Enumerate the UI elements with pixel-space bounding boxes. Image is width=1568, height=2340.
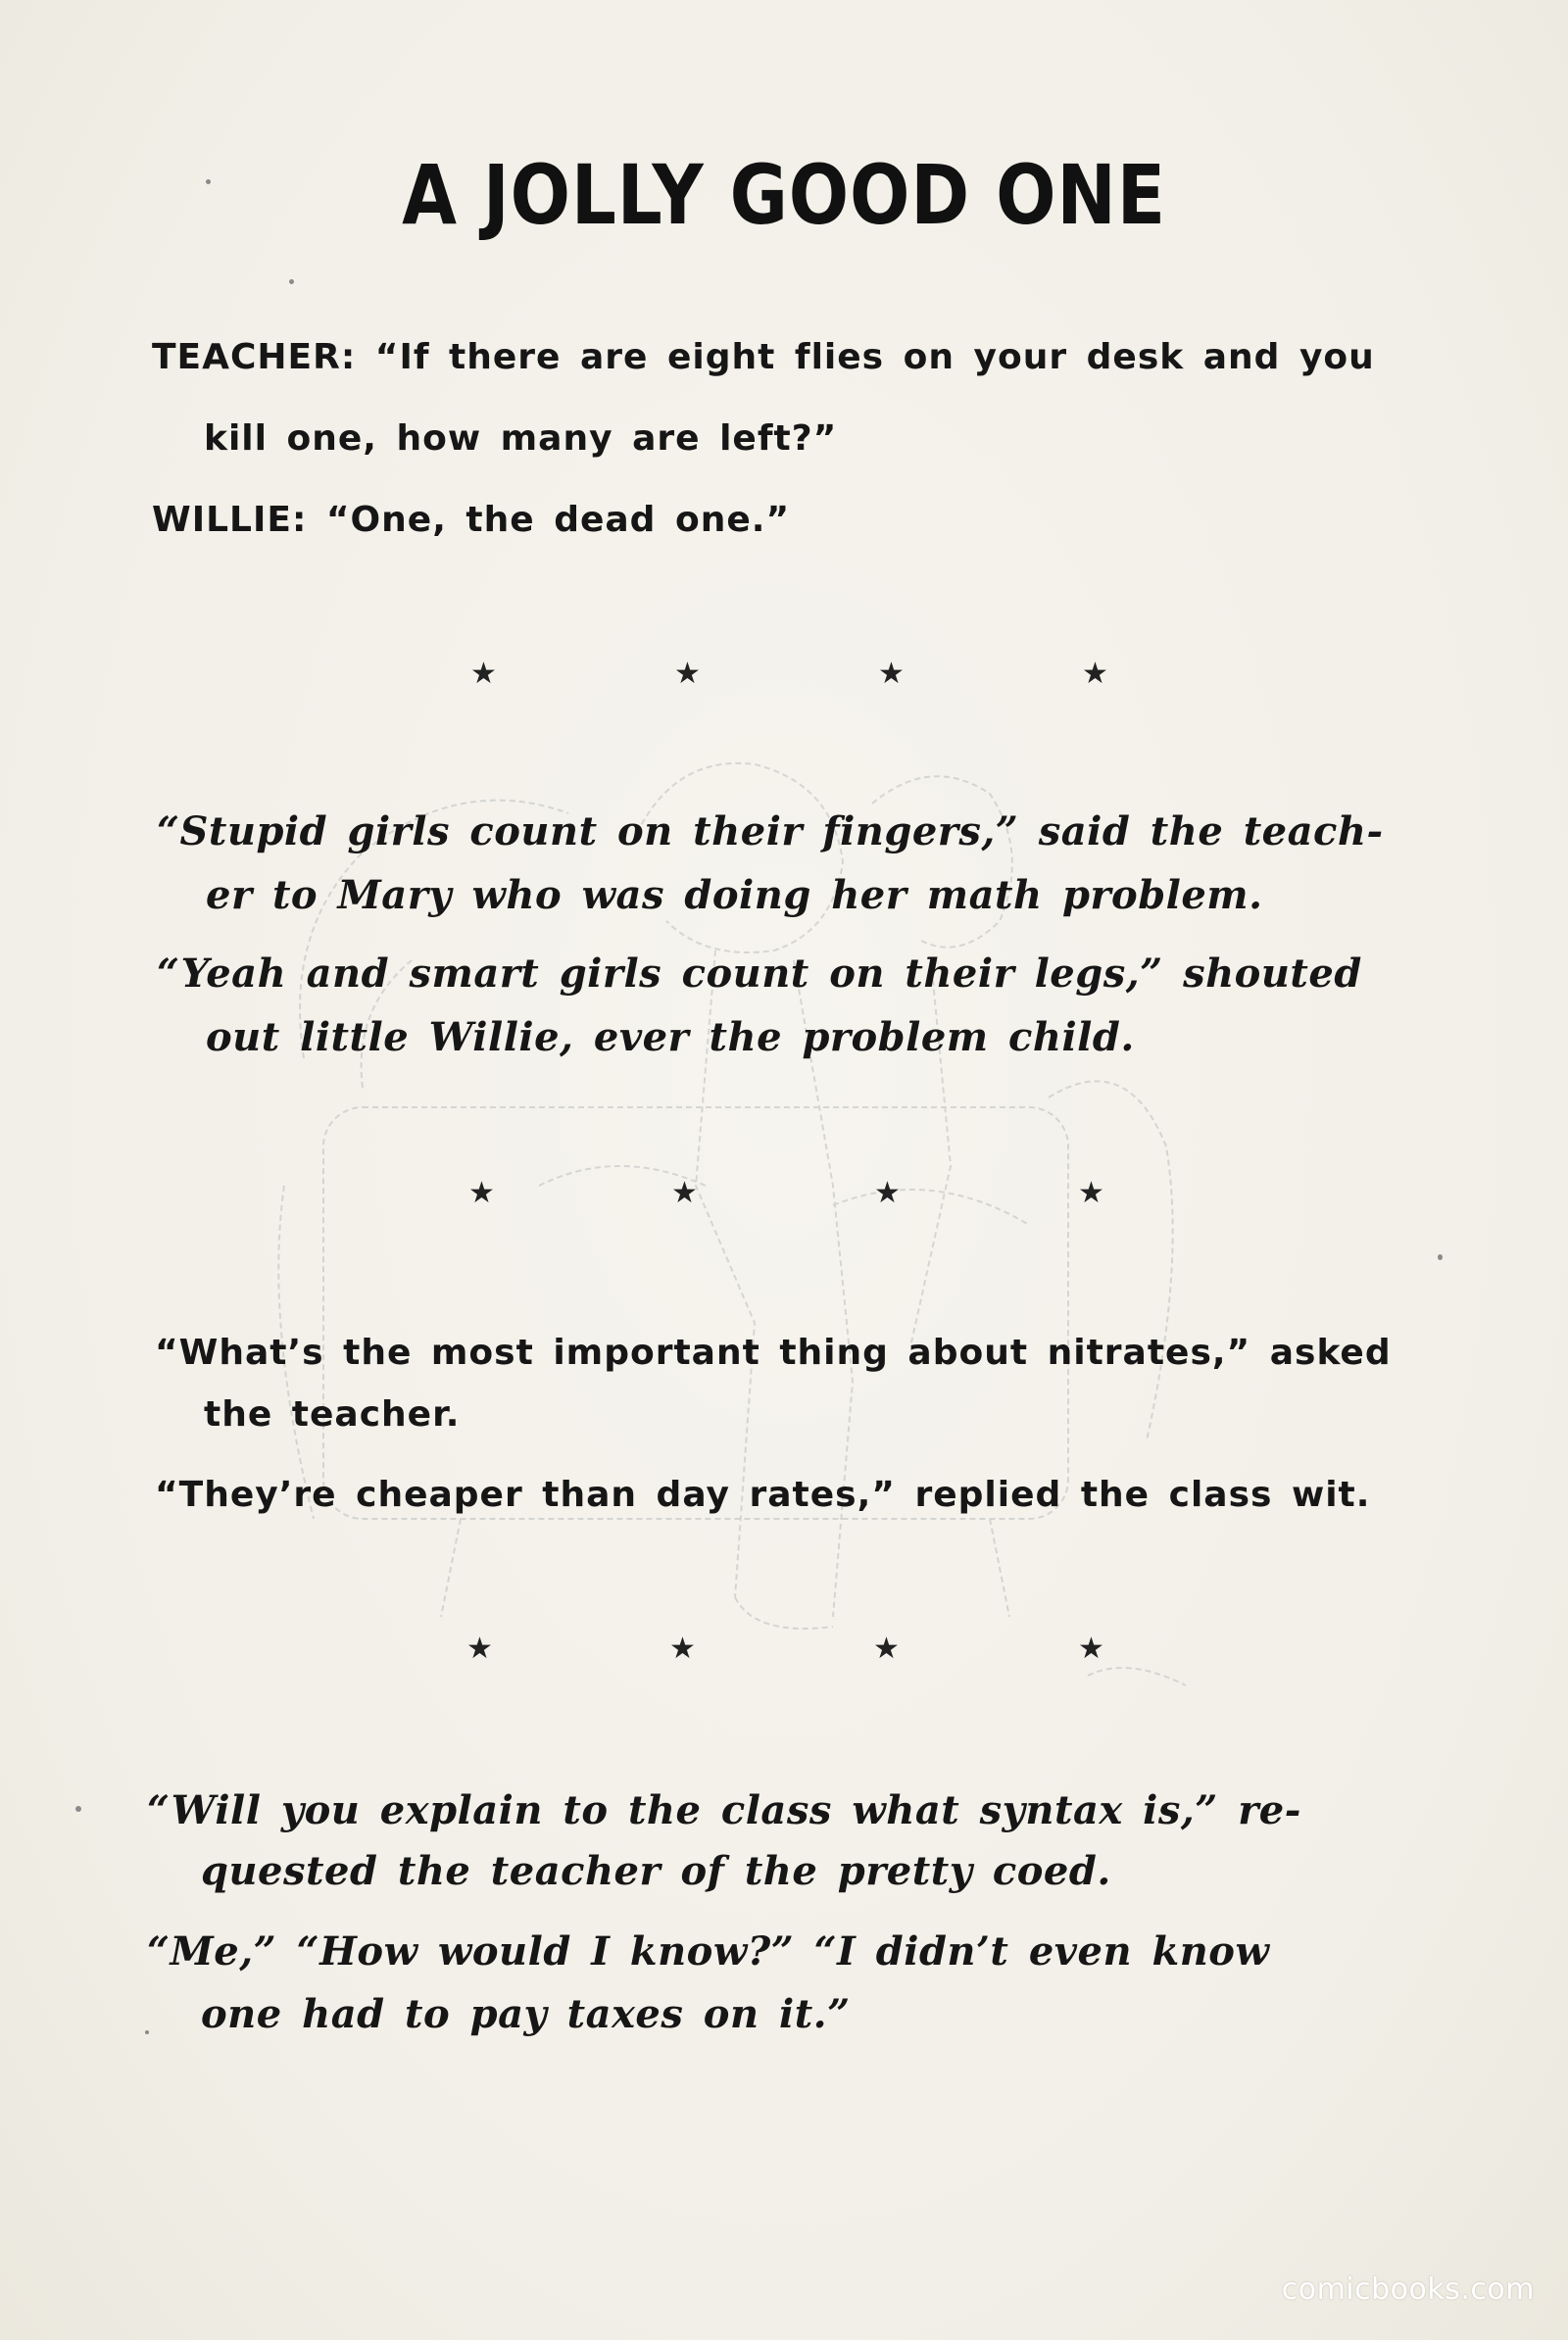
site-watermark: comicbooks.com — [1281, 2272, 1535, 2307]
star-icon: ★ — [873, 1632, 900, 1666]
joke-3-line-1: “What’s the most important thing about nitrates,” asked — [155, 1333, 1392, 1373]
joke-2-line-1: “Stupid girls count on their fingers,” said the teach- — [157, 808, 1384, 854]
star-icon: ★ — [878, 657, 905, 691]
star-icon: ★ — [674, 657, 701, 691]
separator-2 — [0, 1176, 1568, 1215]
print-speck — [289, 279, 294, 284]
print-speck — [206, 179, 211, 184]
joke-3-line-3: “They’re cheaper than day rates,” replied the class wit. — [155, 1475, 1371, 1515]
joke-4-line-3: “Me,” “How would I know?” “I didn’t even know — [147, 1928, 1270, 1974]
page-title: A JOLLY GOOD ONE — [402, 147, 1166, 243]
star-icon: ★ — [874, 1176, 901, 1210]
star-icon: ★ — [1078, 1176, 1104, 1210]
joke-2-line-4: out little Willie, ever the problem child. — [206, 1014, 1135, 1060]
print-speck — [145, 2030, 149, 2034]
joke-4-line-4: one had to pay taxes on it.” — [201, 1991, 851, 2037]
joke-4-line-2: quested the teacher of the pretty coed. — [201, 1848, 1111, 1894]
print-speck — [75, 1806, 81, 1812]
joke-3-line-2: the teacher. — [204, 1394, 461, 1435]
joke-2-line-2: er to Mary who was doing her math problem. — [206, 872, 1263, 918]
print-speck — [1438, 1254, 1443, 1260]
joke-4-line-1: “Will you explain to the class what syntax is,” re- — [147, 1787, 1301, 1833]
star-icon: ★ — [1082, 657, 1108, 691]
separator-3 — [0, 1632, 1568, 1671]
star-icon: ★ — [466, 1632, 493, 1666]
joke-1-line-1: TEACHER: “If there are eight flies on your desk and you — [152, 337, 1375, 377]
separator-1 — [0, 657, 1568, 696]
joke-1-line-3: WILLIE: “One, the dead one.” — [152, 500, 791, 540]
star-icon: ★ — [671, 1176, 698, 1210]
star-icon: ★ — [1078, 1632, 1104, 1666]
star-icon: ★ — [468, 1176, 495, 1210]
joke-1-line-2: kill one, how many are left?” — [204, 418, 838, 459]
star-icon: ★ — [470, 657, 497, 691]
joke-2-line-3: “Yeah and smart girls count on their legs,” shouted — [157, 951, 1362, 997]
star-icon: ★ — [669, 1632, 696, 1666]
